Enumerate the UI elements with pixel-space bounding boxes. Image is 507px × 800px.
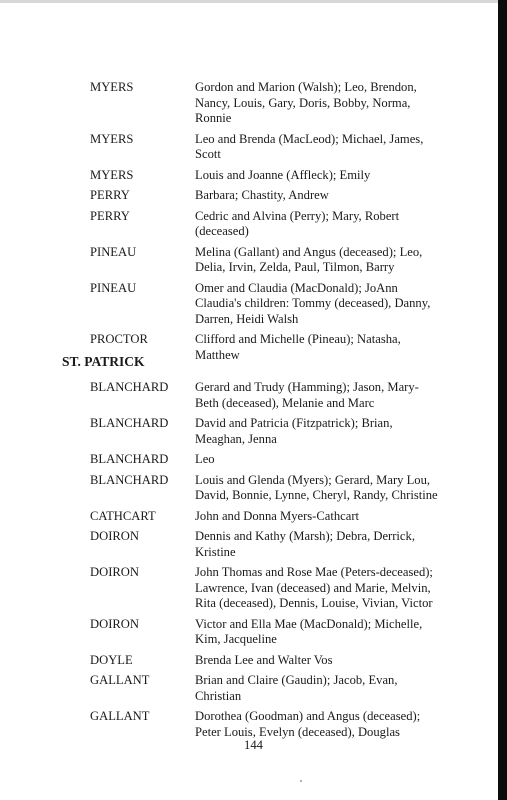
entry-description-line: Christian — [195, 688, 242, 703]
entry-description — [195, 673, 460, 704]
entry-description — [195, 653, 460, 669]
entry-description — [195, 80, 460, 127]
entry-description-line: Lawrence, Ivan (deceased) and Marie, Melvin, — [195, 580, 431, 595]
entry-description-line: Cedric and Alvina (Perry); Mary, Robert — [195, 208, 400, 223]
entry-row — [0, 209, 507, 240]
entry-row — [0, 281, 507, 328]
entry-description-line: Claudia's children: Tommy (deceased), Danny, — [195, 296, 431, 310]
entry-description-line: Leo and Brenda (MacLeod); Michael, James, — [195, 131, 424, 146]
entry-description — [195, 188, 460, 204]
entry-row — [0, 245, 507, 276]
entry-description-line: Ronnie — [195, 111, 232, 125]
entry-description-line: Dorothea (Goodman) and Angus (deceased); — [195, 709, 421, 723]
entry-description-line: Victor and Ella Mae (MacDonald); Michelle, — [195, 616, 423, 631]
entry-description — [195, 529, 460, 560]
entry-description-line: Kristine — [195, 544, 236, 559]
entry-surname: BLANCHARD — [90, 416, 169, 430]
entry-row — [0, 529, 507, 560]
entry-surname: MYERS — [90, 80, 134, 94]
entry-description-line: Leo — [195, 452, 215, 466]
entry-description-line: Nancy, Louis, Gary, Doris, Bobby, Norma, — [195, 95, 411, 110]
entry-surname: PROCTOR — [90, 332, 148, 346]
entry-row — [0, 617, 507, 648]
entry-row — [0, 709, 507, 740]
entry-surname: MYERS — [90, 131, 134, 146]
section-heading: ST. PATRICK — [62, 354, 145, 369]
entry-description — [195, 416, 460, 447]
entry-description — [195, 281, 460, 328]
entry-row — [0, 653, 507, 669]
entry-row — [0, 473, 507, 504]
entry-description — [195, 380, 460, 411]
entry-surname: DOIRON — [90, 565, 139, 579]
entry-description-line: Louis and Joanne (Affleck); Emily — [195, 167, 371, 182]
entry-surname: BLANCHARD — [90, 472, 169, 487]
entry-description — [195, 332, 460, 363]
entry-description-line: Kim, Jacqueline — [195, 632, 277, 646]
entry-row — [0, 132, 507, 163]
scan-speck — [300, 780, 302, 782]
entry-description-line: Melina (Gallant) and Angus (deceased); Leo, — [195, 244, 423, 259]
entry-description-line: John Thomas and Rose Mae (Peters-deceased); — [195, 565, 433, 579]
entry-description — [195, 132, 460, 163]
entry-surname: PERRY — [90, 208, 130, 223]
entry-surname: PINEAU — [90, 280, 137, 295]
entry-description-line: Peter Louis, Evelyn (deceased), Douglas — [195, 724, 400, 739]
entry-description-line: Darren, Heidi Walsh — [195, 311, 299, 326]
entry-description — [195, 209, 460, 240]
entry-description-line: David and Patricia (Fitzpatrick); Brian, — [195, 416, 393, 430]
entry-description-line: Gordon and Marion (Walsh); Leo, Brendon, — [195, 80, 417, 94]
entry-surname: BLANCHARD — [90, 380, 169, 394]
entry-description — [195, 473, 460, 504]
entry-description-line: Brian and Claire (Gaudin); Jacob, Evan, — [195, 673, 398, 687]
entry-row — [0, 565, 507, 612]
entry-description — [195, 617, 460, 648]
entry-row — [0, 168, 507, 184]
entry-description-line: Omer and Claudia (MacDonald); JoAnn — [195, 280, 398, 295]
entry-row — [0, 416, 507, 447]
entry-description-line: John and Donna Myers-Cathcart — [195, 508, 360, 523]
entry-description-line: Matthew — [195, 347, 240, 362]
entry-description-line: David, Bonnie, Lynne, Cheryl, Randy, Christine — [195, 488, 438, 502]
entry-row — [0, 452, 507, 468]
entry-description-line: Gerard and Trudy (Hamming); Jason, Mary- — [195, 380, 419, 394]
entry-surname: DOIRON — [90, 616, 139, 631]
entry-description-line: Clifford and Michelle (Pineau); Natasha, — [195, 332, 401, 346]
entry-description-line: Beth (deceased), Melanie and Marc — [195, 395, 375, 410]
entry-surname: MYERS — [90, 167, 134, 182]
entry-description — [195, 452, 460, 468]
entry-row — [0, 673, 507, 704]
entry-description — [195, 168, 460, 184]
entry-surname: DOYLE — [90, 652, 133, 667]
entry-surname: CATHCART — [90, 508, 156, 523]
entry-row — [0, 80, 507, 127]
entry-description-line: Scott — [195, 147, 221, 161]
entry-description-line: Rita (deceased), Dennis, Louise, Vivian, Victor — [195, 596, 433, 610]
entry-row — [0, 509, 507, 525]
entry-description — [195, 709, 460, 740]
entry-surname: DOIRON — [90, 529, 139, 543]
entries-top-section — [0, 80, 507, 368]
entry-description — [195, 245, 460, 276]
entry-description-line: Barbara; Chastity, Andrew — [195, 188, 329, 202]
entry-surname: BLANCHARD — [90, 452, 169, 466]
entry-description-line: Dennis and Kathy (Marsh); Debra, Derrick, — [195, 529, 415, 543]
entry-surname: GALLANT — [90, 673, 150, 687]
entry-description-line: Louis and Glenda (Myers); Gerard, Mary Lou, — [195, 472, 431, 487]
entry-surname: GALLANT — [90, 709, 150, 723]
entry-surname: PINEAU — [90, 244, 137, 259]
entry-row — [0, 188, 507, 204]
scan-top-edge — [0, 0, 507, 3]
page-number: 144 — [244, 738, 263, 752]
entry-description-line: Meaghan, Jenna — [195, 431, 277, 446]
entry-description — [195, 565, 460, 612]
entries-bottom-section — [0, 380, 507, 745]
entry-row — [0, 380, 507, 411]
entry-description-line: Brenda Lee and Walter Vos — [195, 652, 333, 667]
entry-description-line: (deceased) — [195, 224, 249, 238]
entry-description — [195, 509, 460, 525]
entry-description-line: Delia, Irvin, Zelda, Paul, Tilmon, Barry — [195, 260, 395, 274]
entry-surname: PERRY — [90, 188, 130, 202]
